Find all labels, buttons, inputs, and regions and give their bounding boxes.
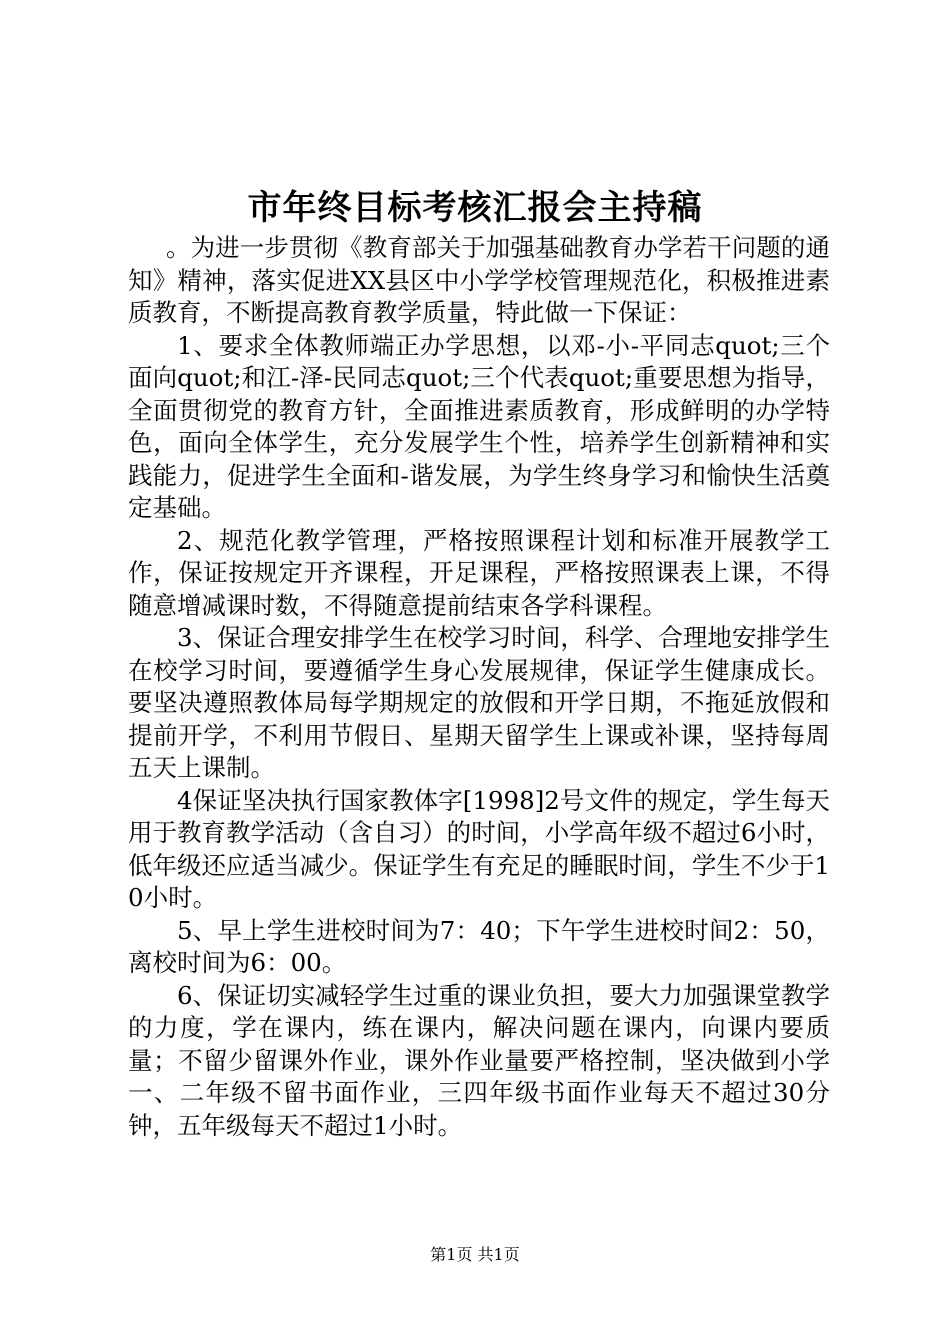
- paragraph-item-4: 4保证坚决执行国家教体字[1998]2号文件的规定，学生每天用于教育教学活动（含自习）的时间，小学高年级不超过6小时，低年级还应适当减少。保证学生有充足的睡眠时间，学生不少于10小时。: [128, 785, 830, 912]
- document-title: 市年终目标考核汇报会主持稿: [247, 188, 703, 228]
- paragraph-item-2: 2、规范化教学管理，严格按照课程计划和标准开展教学工作，保证按规定开齐课程，开足课程，严格按照课表上课，不得随意增减课时数，不得随意提前结束各学科课程。: [128, 525, 830, 620]
- page-number-footer: 第1页 共1页: [430, 1245, 520, 1264]
- paragraph-intro: 。为进一步贯彻《教育部关于加强基础教育办学若干问题的通知》精神，落实促进XX县区中小学学校管理规范化，积极推进素质教育，不断提高教育教学质量，特此做一下保证：: [128, 233, 830, 327]
- paragraph-item-5: 5、早上学生进校时间为7：40；下午学生进校时间2：50，离校时间为6：00。: [128, 915, 830, 977]
- paragraph-item-3: 3、保证合理安排学生在校学习时间，科学、合理地安排学生在校学习时间，要遵循学生身心发展规律，保证学生健康成长。要坚决遵照教体局每学期规定的放假和开学日期，不拖延放假和提前开学，不利用节假日、星期天留学生上课或补课，坚持每周五天上课制。: [128, 623, 830, 782]
- document-body: [128, 232, 830, 1142]
- paragraph-item-6: 6、保证切实减轻学生过重的课业负担，要大力加强课堂教学的力度，学在课内，练在课内，解决问题在课内，向课内要质量；不留少留课外作业，课外作业量要严格控制，坚决做到小学一、二年级不留书面作业，三四年级书面作业每天不超过30分钟，五年级每天不超过1小时。: [128, 980, 830, 1140]
- paragraph-item-1: 1、要求全体教师端正办学思想，以邓-小-平同志quot;三个面向quot;和江-泽-民同志quot;三个代表quot;重要思想为指导，全面贯彻党的教育方针，全面推进素质教育，形成鲜明的办学特色，面向全体学生，充分发展学生个性，培养学生创新精神和实践能力，促进学生全面和-谐发展，为学生终身学习和愉快生活奠定基础。: [128, 330, 830, 522]
